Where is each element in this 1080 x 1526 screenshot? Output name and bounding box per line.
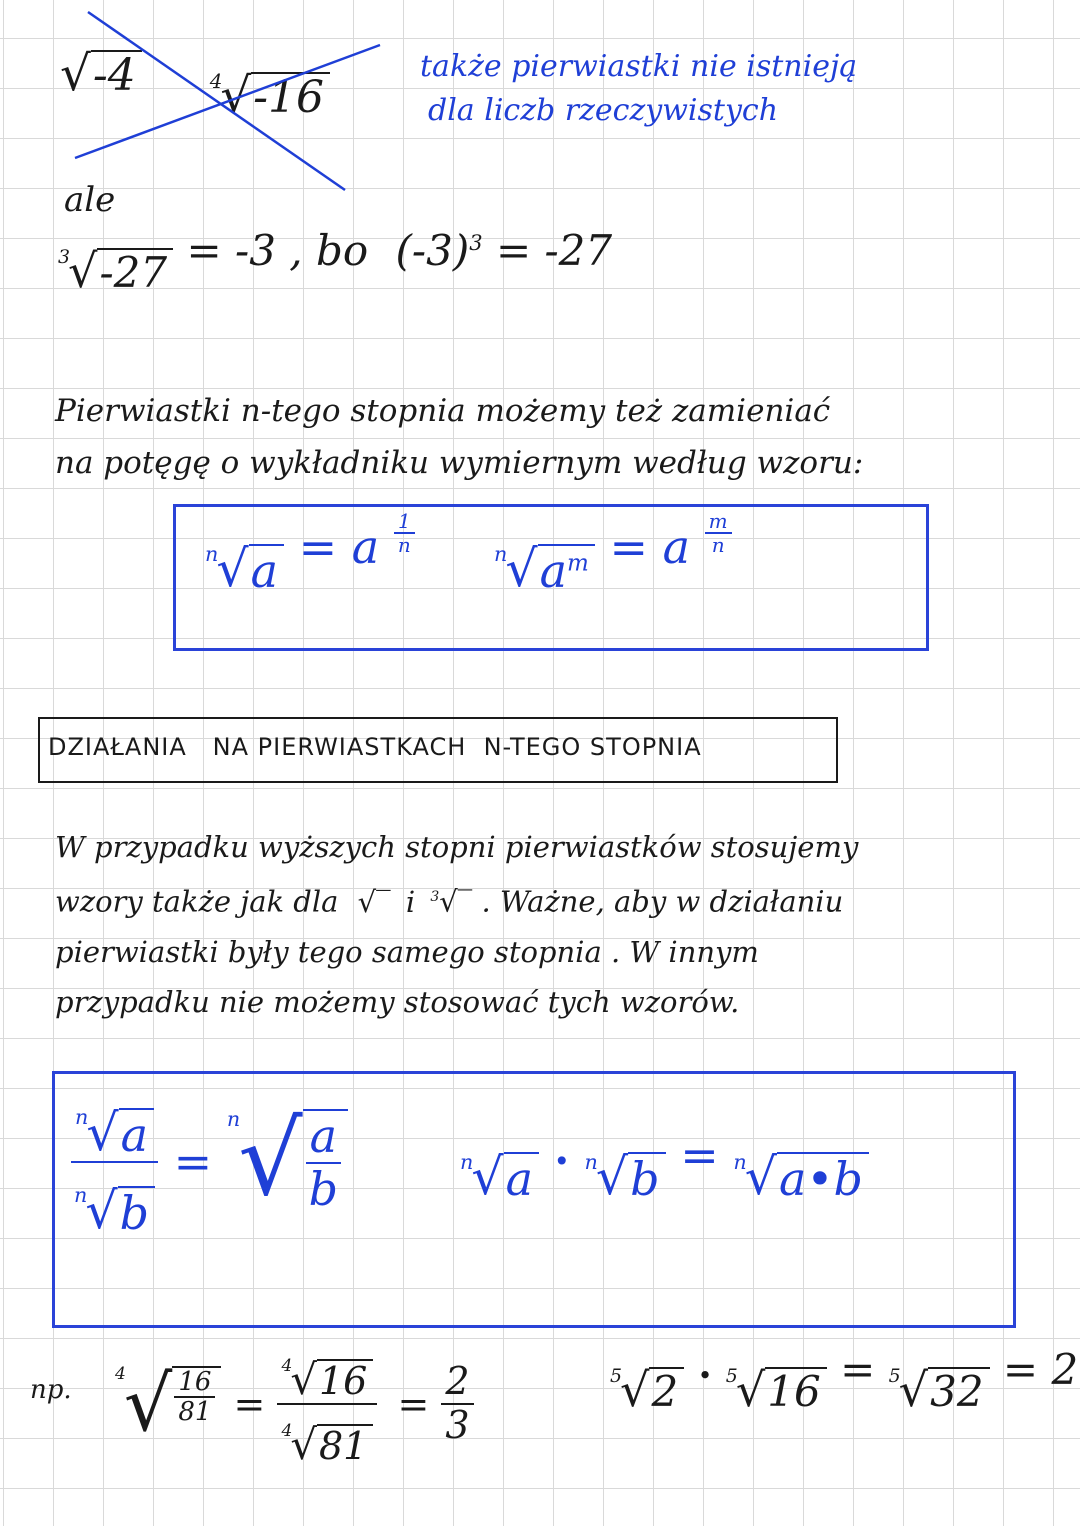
ops-line-2-start: wzory także jak dla xyxy=(55,884,339,919)
root-index-4: 4 xyxy=(209,70,223,94)
root-of-quotient: n √ $\frac{a}{b}$ xyxy=(227,1109,348,1214)
power-a-2: = a xyxy=(609,520,691,574)
ex-16-over-81 xyxy=(174,1368,215,1427)
fourth-root-minus-16: 4 √ -16 xyxy=(210,72,330,122)
radicand-exp: m xyxy=(567,550,589,577)
ex5-idx-3: 5 xyxy=(888,1365,901,1388)
exp-denominator-2: n xyxy=(711,533,725,557)
ex5-rad-2: 2 xyxy=(649,1367,684,1415)
ex-2-over-3 xyxy=(441,1361,473,1447)
exponent-m-over-n xyxy=(705,510,732,556)
quotient-rule xyxy=(70,1085,348,1238)
rq-body xyxy=(303,1109,348,1214)
pa-index: n xyxy=(460,1149,474,1174)
cbrt-index: 3 xyxy=(430,889,440,905)
ops-line-4: przypadku nie możemy stosować tych wzorów. xyxy=(55,984,740,1019)
nth-root-index: n xyxy=(205,541,219,566)
quotient-equals: = xyxy=(173,1134,213,1189)
ex-eq-2: = xyxy=(397,1381,430,1426)
pab-radicand: a•b xyxy=(777,1152,869,1205)
ex-num-16: 16 xyxy=(174,1368,215,1399)
cube-result: = -27 xyxy=(495,226,613,275)
ex-root-of-fraction: 4 √ $\frac{16}{81}$ xyxy=(115,1366,221,1442)
radicand-base: a xyxy=(539,544,568,598)
rq-den: b xyxy=(308,1161,339,1216)
quotient-numerator: n √ a xyxy=(71,1085,158,1163)
radicand-a-m xyxy=(538,544,595,597)
root-a: n √ a xyxy=(460,1152,539,1205)
rq-num: a xyxy=(306,1111,341,1164)
ex-root-fraction xyxy=(277,1340,377,1468)
ex5-idx-1: 5 xyxy=(610,1365,623,1388)
exp-numerator-2: m xyxy=(705,510,732,534)
example-label: np. xyxy=(30,1375,72,1405)
cube-base: (-3) xyxy=(395,226,470,275)
ex-idx-1: 4 xyxy=(115,1364,126,1385)
example-product xyxy=(610,1345,1078,1415)
note-line-1: także pierwiastki nie istnieją xyxy=(420,49,858,84)
example-quotient xyxy=(115,1340,474,1468)
radicand-minus-27: -27 xyxy=(97,248,173,296)
ex5-eq: = xyxy=(840,1345,876,1394)
quotient-denominator: n √ b xyxy=(70,1163,159,1239)
quotient-of-roots xyxy=(70,1085,159,1238)
conversion-formulas xyxy=(205,509,732,598)
nth-root-radicand: a xyxy=(249,544,284,597)
nth-root-a-to-m: n √ $a^m$ xyxy=(494,544,595,597)
radicand-minus-16: -16 xyxy=(251,72,330,122)
ex-fifth-root-2: 5 √ 2 xyxy=(610,1367,684,1415)
ops-line-2 xyxy=(55,872,858,927)
a-over-b xyxy=(305,1111,342,1214)
conversion-line-2: na potęgę o wykładniku wymiernym według wzoru: xyxy=(55,445,864,481)
ex-num-2: 2 xyxy=(441,1361,473,1405)
ex-rf-num: 4 √ 16 xyxy=(277,1340,377,1405)
nth-root-a: n √ a xyxy=(205,544,284,597)
radicand-minus-4: -4 xyxy=(91,50,142,100)
ex-idx-2: 4 xyxy=(281,1356,293,1377)
ex-product-dot: • xyxy=(697,1361,713,1390)
ex5-idx-2: 5 xyxy=(725,1365,738,1388)
sqrt-symbol: √‾ xyxy=(357,884,391,919)
power-a: = a xyxy=(298,520,380,574)
pab-index: n xyxy=(733,1149,747,1174)
ex-fifth-root-32: 5 √ 32 xyxy=(889,1367,990,1415)
ops-line-2-end: . Ważne, aby w działaniu xyxy=(481,884,844,919)
root-ab: n √ a•b xyxy=(733,1152,869,1205)
ex-fraction-body xyxy=(172,1366,221,1427)
cbrt-symbol: √‾ xyxy=(439,884,473,919)
cube-root-example xyxy=(58,226,612,296)
cube-root-minus-27: 3 √ -27 xyxy=(58,248,173,296)
ex-eq-1: = xyxy=(233,1381,266,1426)
product-rule xyxy=(460,1128,869,1205)
q-den-index: n xyxy=(74,1182,88,1207)
ex5-rad-16: 16 xyxy=(765,1367,826,1415)
ops-line-1: W przypadku wyższych stopni pierwiastków stosujemy xyxy=(55,830,859,864)
strike-line-1 xyxy=(88,12,345,190)
ex-rf-den: 4 √ 81 xyxy=(277,1405,377,1468)
root-b: n √ b xyxy=(585,1152,666,1205)
note-line-2: dla liczb rzeczywistych xyxy=(428,93,779,128)
conversion-text xyxy=(55,385,863,489)
exp-numerator: 1 xyxy=(394,510,415,534)
ex-den-81: 81 xyxy=(178,1397,212,1428)
ex-fifth-root-16: 5 √ 16 xyxy=(726,1367,827,1415)
rq-index: n xyxy=(226,1106,241,1131)
but-label: ale xyxy=(64,180,116,220)
ex-rf-81: 81 xyxy=(317,1424,373,1468)
q-num-radicand: a xyxy=(119,1108,154,1161)
q-den-radicand: b xyxy=(118,1186,155,1239)
ex-rf-16: 16 xyxy=(317,1359,373,1403)
pb-radicand: b xyxy=(628,1152,665,1205)
pb-index: n xyxy=(584,1149,598,1174)
exp-denominator: n xyxy=(397,533,411,557)
ex-idx-3: 4 xyxy=(281,1421,293,1442)
pa-radicand: a xyxy=(504,1152,539,1205)
no-real-roots-note xyxy=(420,45,857,133)
conversion-line-1: Pierwiastki n-tego stopnia możemy też zamieniać xyxy=(55,393,831,429)
cube-root-rhs: = -3 , bo xyxy=(186,226,369,275)
exponent-1-over-n xyxy=(394,510,415,556)
strike-line-2 xyxy=(75,45,380,158)
section-heading: DZIAŁANIA NA PIERWIASTKACH N-TEGO STOPNIA xyxy=(48,733,702,761)
product-equals: = xyxy=(680,1128,719,1182)
ex5-rad-32: 32 xyxy=(928,1367,989,1415)
nth-root-index-2: n xyxy=(494,541,508,566)
cube-exp: 3 xyxy=(469,231,483,255)
ops-and: i xyxy=(405,884,416,919)
operations-text xyxy=(55,822,858,1027)
ops-line-3: pierwiastki były tego samego stopnia . W innym xyxy=(55,934,759,969)
sqrt-minus-4: √ -4 xyxy=(60,50,142,100)
product-dot: • xyxy=(553,1145,570,1178)
q-num-index: n xyxy=(75,1104,89,1129)
cube-index: 3 xyxy=(58,246,71,269)
ex-den-3: 3 xyxy=(445,1402,470,1447)
ex5-result: = 2 xyxy=(1002,1345,1079,1394)
